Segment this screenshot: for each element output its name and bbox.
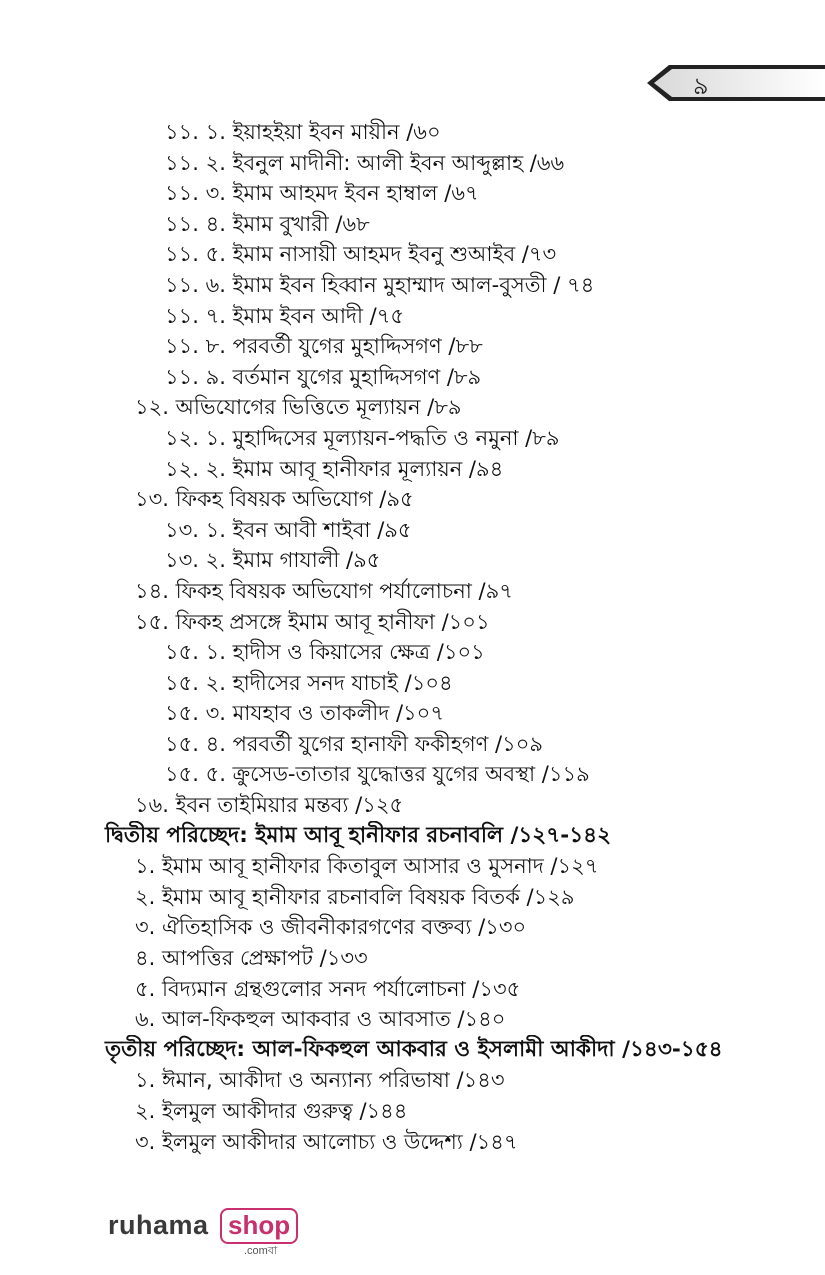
- toc-entry: ১১. ৫. ইমাম নাসায়ী আহমদ ইবনু শুআইব /৭৩: [165, 242, 557, 267]
- toc-entry: ১১. ৯. বর্তমান যুগের মুহাদ্দিসগণ /৮৯: [165, 364, 482, 389]
- toc-entry: ১১. ৬. ইমাম ইবন হিব্বান মুহাম্মাদ আল-বুসতী / ৭৪: [165, 272, 595, 297]
- toc-entry: ১৫. ৫. ক্রুসেড-তাতার যুদ্ধোত্তর যুগের অবস্থা /১১৯: [165, 762, 590, 787]
- toc-entry: ১১. ১. ইয়াহইয়া ইবন মায়ীন /৬০: [165, 120, 441, 144]
- toc-entry: ১৪. ফিকহ বিষয়ক অভিযোগ পর্যালোচনা /৯৭: [135, 578, 513, 603]
- page-number-tab: [645, 62, 825, 104]
- table-of-contents: [0, 117, 825, 1157]
- toc-entry: ৫. বিদ্যমান গ্রন্থগুলোর সনদ পর্যালোচনা /১৩৫: [135, 976, 521, 1001]
- toc-entry: ১১. ৪. ইমাম বুখারী /৬৮: [165, 211, 370, 236]
- toc-entry: ১২. ২. ইমাম আবূ হানীফার মূল্যায়ন /৯৪: [165, 456, 504, 481]
- toc-entry: ১১. ৩. ইমাম আহমদ ইবন হাম্বাল /৬৭: [165, 181, 479, 206]
- page-number: ৯: [693, 72, 709, 100]
- logo-domain-text: .comবা: [244, 1245, 278, 1257]
- page-tab-shape: [645, 62, 825, 104]
- toc-entry: ১. ইমাম আবূ হানীফার কিতাবুল আসার ও মুসনাদ /১২৭: [135, 854, 599, 879]
- toc-entry: ১১. ৭. ইমাম ইবন আদী /৭৫: [165, 303, 405, 328]
- toc-entry: ১১. ২. ইবনুল মাদীনী: আলী ইবন আব্দুল্লাহ /৬৬: [165, 150, 565, 175]
- logo-ruhama-text: ruhama: [108, 1210, 209, 1240]
- toc-entry: ১২. অভিযোগের ভিত্তিতে মূল্যায়ন /৮৯: [135, 395, 462, 420]
- toc-entry: ১. ঈমান, আকীদা ও অন্যান্য পরিভাষা /১৪৩: [135, 1068, 505, 1093]
- toc-entry: ১৫. ফিকহ প্রসঙ্গে ইমাম আবূ হানীফা /১০১: [135, 609, 490, 634]
- toc-entry: ৬. আল-ফিকহুল আকবার ও আবসাত /১৪০: [135, 1007, 506, 1032]
- toc-entry: ১৩. ১. ইবন আবী শাইবা /৯৫: [165, 517, 412, 542]
- toc-entry: ১৬. ইবন তাইমিয়ার মন্তব্য /১২৫: [135, 793, 404, 818]
- toc-entry: ২. ইমাম আবূ হানীফার রচনাবলি বিষয়ক বিতর্ক /১২৯: [135, 884, 575, 909]
- toc-entry: ১৩. ২. ইমাম গাযালী /৯৫: [165, 548, 381, 573]
- toc-entry: ১২. ১. মুহাদ্দিসের মূল্যায়ন-পদ্ধতি ও নমুনা /৮৯: [165, 425, 560, 450]
- toc-entry: ২. ইলমুল আকীদার গুরুত্ব /১৪৪: [135, 1099, 408, 1123]
- toc-chapter-heading: দ্বিতীয় পরিচ্ছেদ: ইমাম আবূ হানীফার রচনাবলি /১২৭-১৪২: [105, 822, 612, 848]
- toc-entry: ৪. আপত্তির প্রেক্ষাপট /১৩৩: [135, 946, 368, 971]
- toc-entry: ১৩. ফিকহ বিষয়ক অভিযোগ /৯৫: [135, 487, 414, 512]
- toc-entry: ৩. ঐতিহাসিক ও জীবনীকারগণের বক্তব্য /১৩০: [135, 915, 527, 940]
- toc-chapter-heading: তৃতীয় পরিচ্ছেদ: আল-ফিকহুল আকবার ও ইসলামী আকীদা /১৪৩-১৫৪: [105, 1036, 723, 1062]
- toc-entry: ১১. ৮. পরবর্তী যুগের মুহাদ্দিসগণ /৮৮: [165, 334, 483, 359]
- toc-entry: ১৫. ২. হাদীসের সনদ যাচাই /১০৪: [165, 670, 453, 695]
- toc-entry: ৩. ইলমুল আকীদার আলোচ্য ও উদ্দেশ্য /১৪৭: [135, 1129, 518, 1154]
- toc-entry: ১৫. ৩. মাযহাব ও তাকলীদ /১০৭: [165, 701, 444, 726]
- logo-shop-badge: shop: [220, 1208, 298, 1244]
- toc-entry: ১৫. ৪. পরবর্তী যুগের হানাফী ফকীহগণ /১০৯: [165, 731, 544, 756]
- toc-entry: ১৫. ১. হাদীস ও কিয়াসের ক্ষেত্র /১০১: [165, 640, 485, 665]
